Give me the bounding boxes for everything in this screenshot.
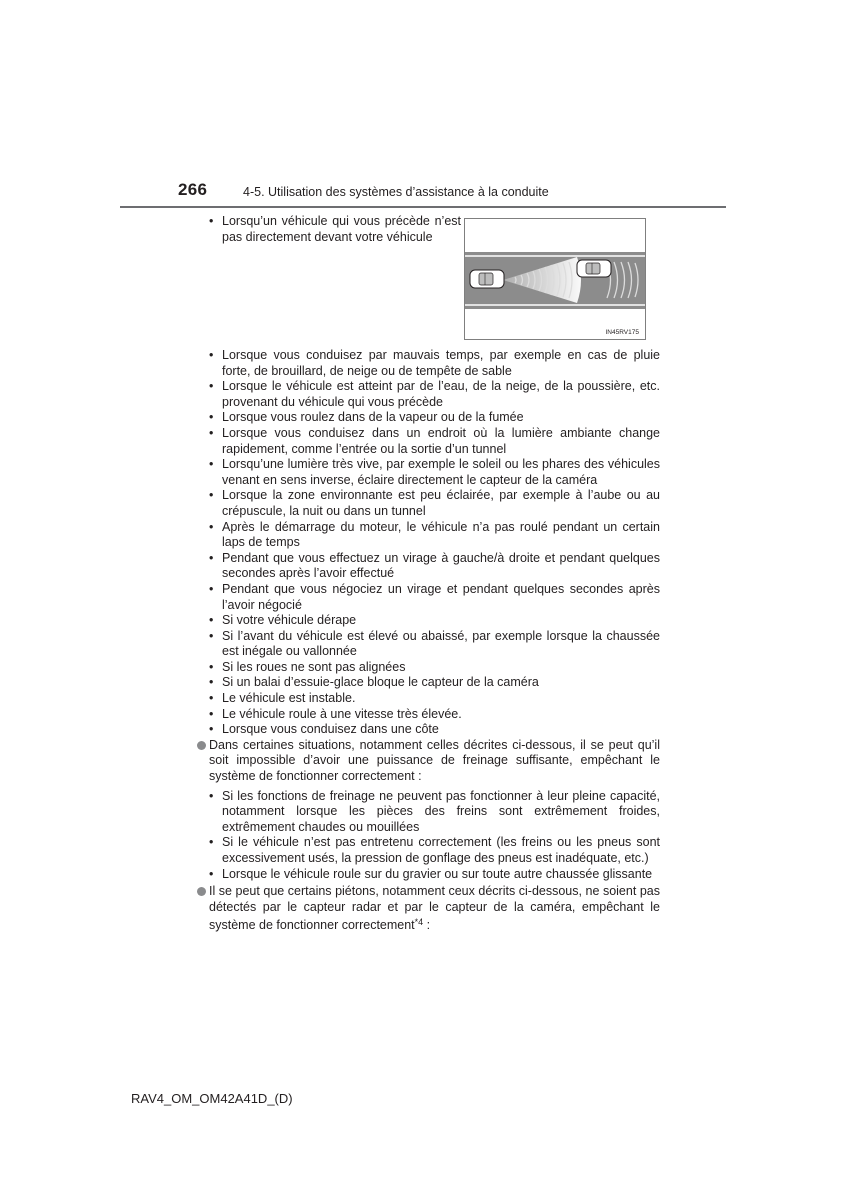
document-code: RAV4_OM_OM42A41D_(D) xyxy=(131,1091,293,1106)
list-item: • Lorsque vous conduisez dans un endroit où la lumière ambiante change rapidement, comme l’entrée ou la sortie d’un tunnel xyxy=(209,426,660,457)
list-item: • Si votre véhicule dérape xyxy=(209,613,660,629)
list-item: • Le véhicule roule à une vitesse très élevée. xyxy=(209,707,660,723)
footnote-marker: *4 xyxy=(414,917,424,928)
list-item: • Lorsque le véhicule est atteint par de l’eau, de la neige, de la poussière, etc. provenant du véhicule qui vous précède xyxy=(209,379,660,410)
list-item: • Après le démarrage du moteur, le véhicule n’a pas roulé pendant un certain laps de temps xyxy=(209,520,660,551)
circle-bullet-icon xyxy=(197,741,206,750)
paragraph: Il se peut que certains piétons, notamment ceux décrits ci-dessous, ne soient pas détectés par le capteur radar et par le capteur de la caméra, empêchant le système de fonctionner correctement$^{*4}$ : xyxy=(198,884,660,934)
preceding-car-icon xyxy=(577,260,611,277)
header-rule xyxy=(120,206,726,208)
list-item: • Lorsqu’une lumière très vive, par exemple le soleil ou les phares des véhicules venant en sens inverse, éclaire directement le capteur de la caméra xyxy=(209,457,660,488)
section-title: 4-5. Utilisation des systèmes d’assistance à la conduite xyxy=(243,185,549,199)
page-number: 266 xyxy=(178,180,208,199)
list-item: • Pendant que vous négociez un virage et pendant quelques secondes après l’avoir négocié xyxy=(209,582,660,613)
list-item xyxy=(209,214,461,245)
list-item: • Lorsque vous conduisez par mauvais temps, par exemple en cas de pluie forte, de brouillard, de neige ou de tempête de sable xyxy=(209,348,660,379)
list-item: • Lorsque la zone environnante est peu éclairée, par exemple à l’aube ou au crépuscule, la nuit ou dans un tunnel xyxy=(209,488,660,519)
list-item: • Si un balai d’essuie-glace bloque le capteur de la caméra xyxy=(209,675,660,691)
illustration xyxy=(464,218,646,340)
list-item: • Si les roues ne sont pas alignées xyxy=(209,660,660,676)
list-item: • Pendant que vous effectuez un virage à gauche/à droite et pendant quelques secondes après l’avoir effectué xyxy=(209,551,660,582)
road-illustration xyxy=(465,219,645,339)
own-car-icon xyxy=(470,270,504,288)
list-item: • Le véhicule est instable. xyxy=(209,691,660,707)
list-item: • Si le véhicule n’est pas entretenu correctement (les freins ou les pneus sont excessivement usés, la pression de gonflage des pneus est inadéquate, etc.) xyxy=(209,835,660,866)
main-text xyxy=(198,348,660,934)
list-item: • Si les fonctions de freinage ne peuvent pas fonctionner à leur pleine capacité, notamment lorsque les pièces des freins sont extrêmement froides, extrêmement chaudes ou mouillées xyxy=(209,789,660,836)
figure-code: IN45RV175 xyxy=(605,329,639,336)
list-item: • Lorsque le véhicule roule sur du gravier ou sur toute autre chaussée glissante xyxy=(209,867,660,883)
list-item-text: Lorsqu’un véhicule qui vous précède n’est pas directement devant votre véhicule xyxy=(222,214,461,244)
list-item: • Lorsque vous conduisez dans une côte xyxy=(209,722,660,738)
paragraph: Dans certaines situations, notamment celles décrites ci-dessous, il se peut qu’il soit impossible d’avoir une puissance de freinage suffisante, empêchant le système de fonctionner correctement : xyxy=(198,738,660,785)
list-item: • Si l’avant du véhicule est élevé ou abaissé, par exemple lorsque la chaussée est inégale ou vallonnée xyxy=(209,629,660,660)
list-item: • Lorsque vous roulez dans de la vapeur ou de la fumée xyxy=(209,410,660,426)
circle-bullet-icon xyxy=(197,887,206,896)
